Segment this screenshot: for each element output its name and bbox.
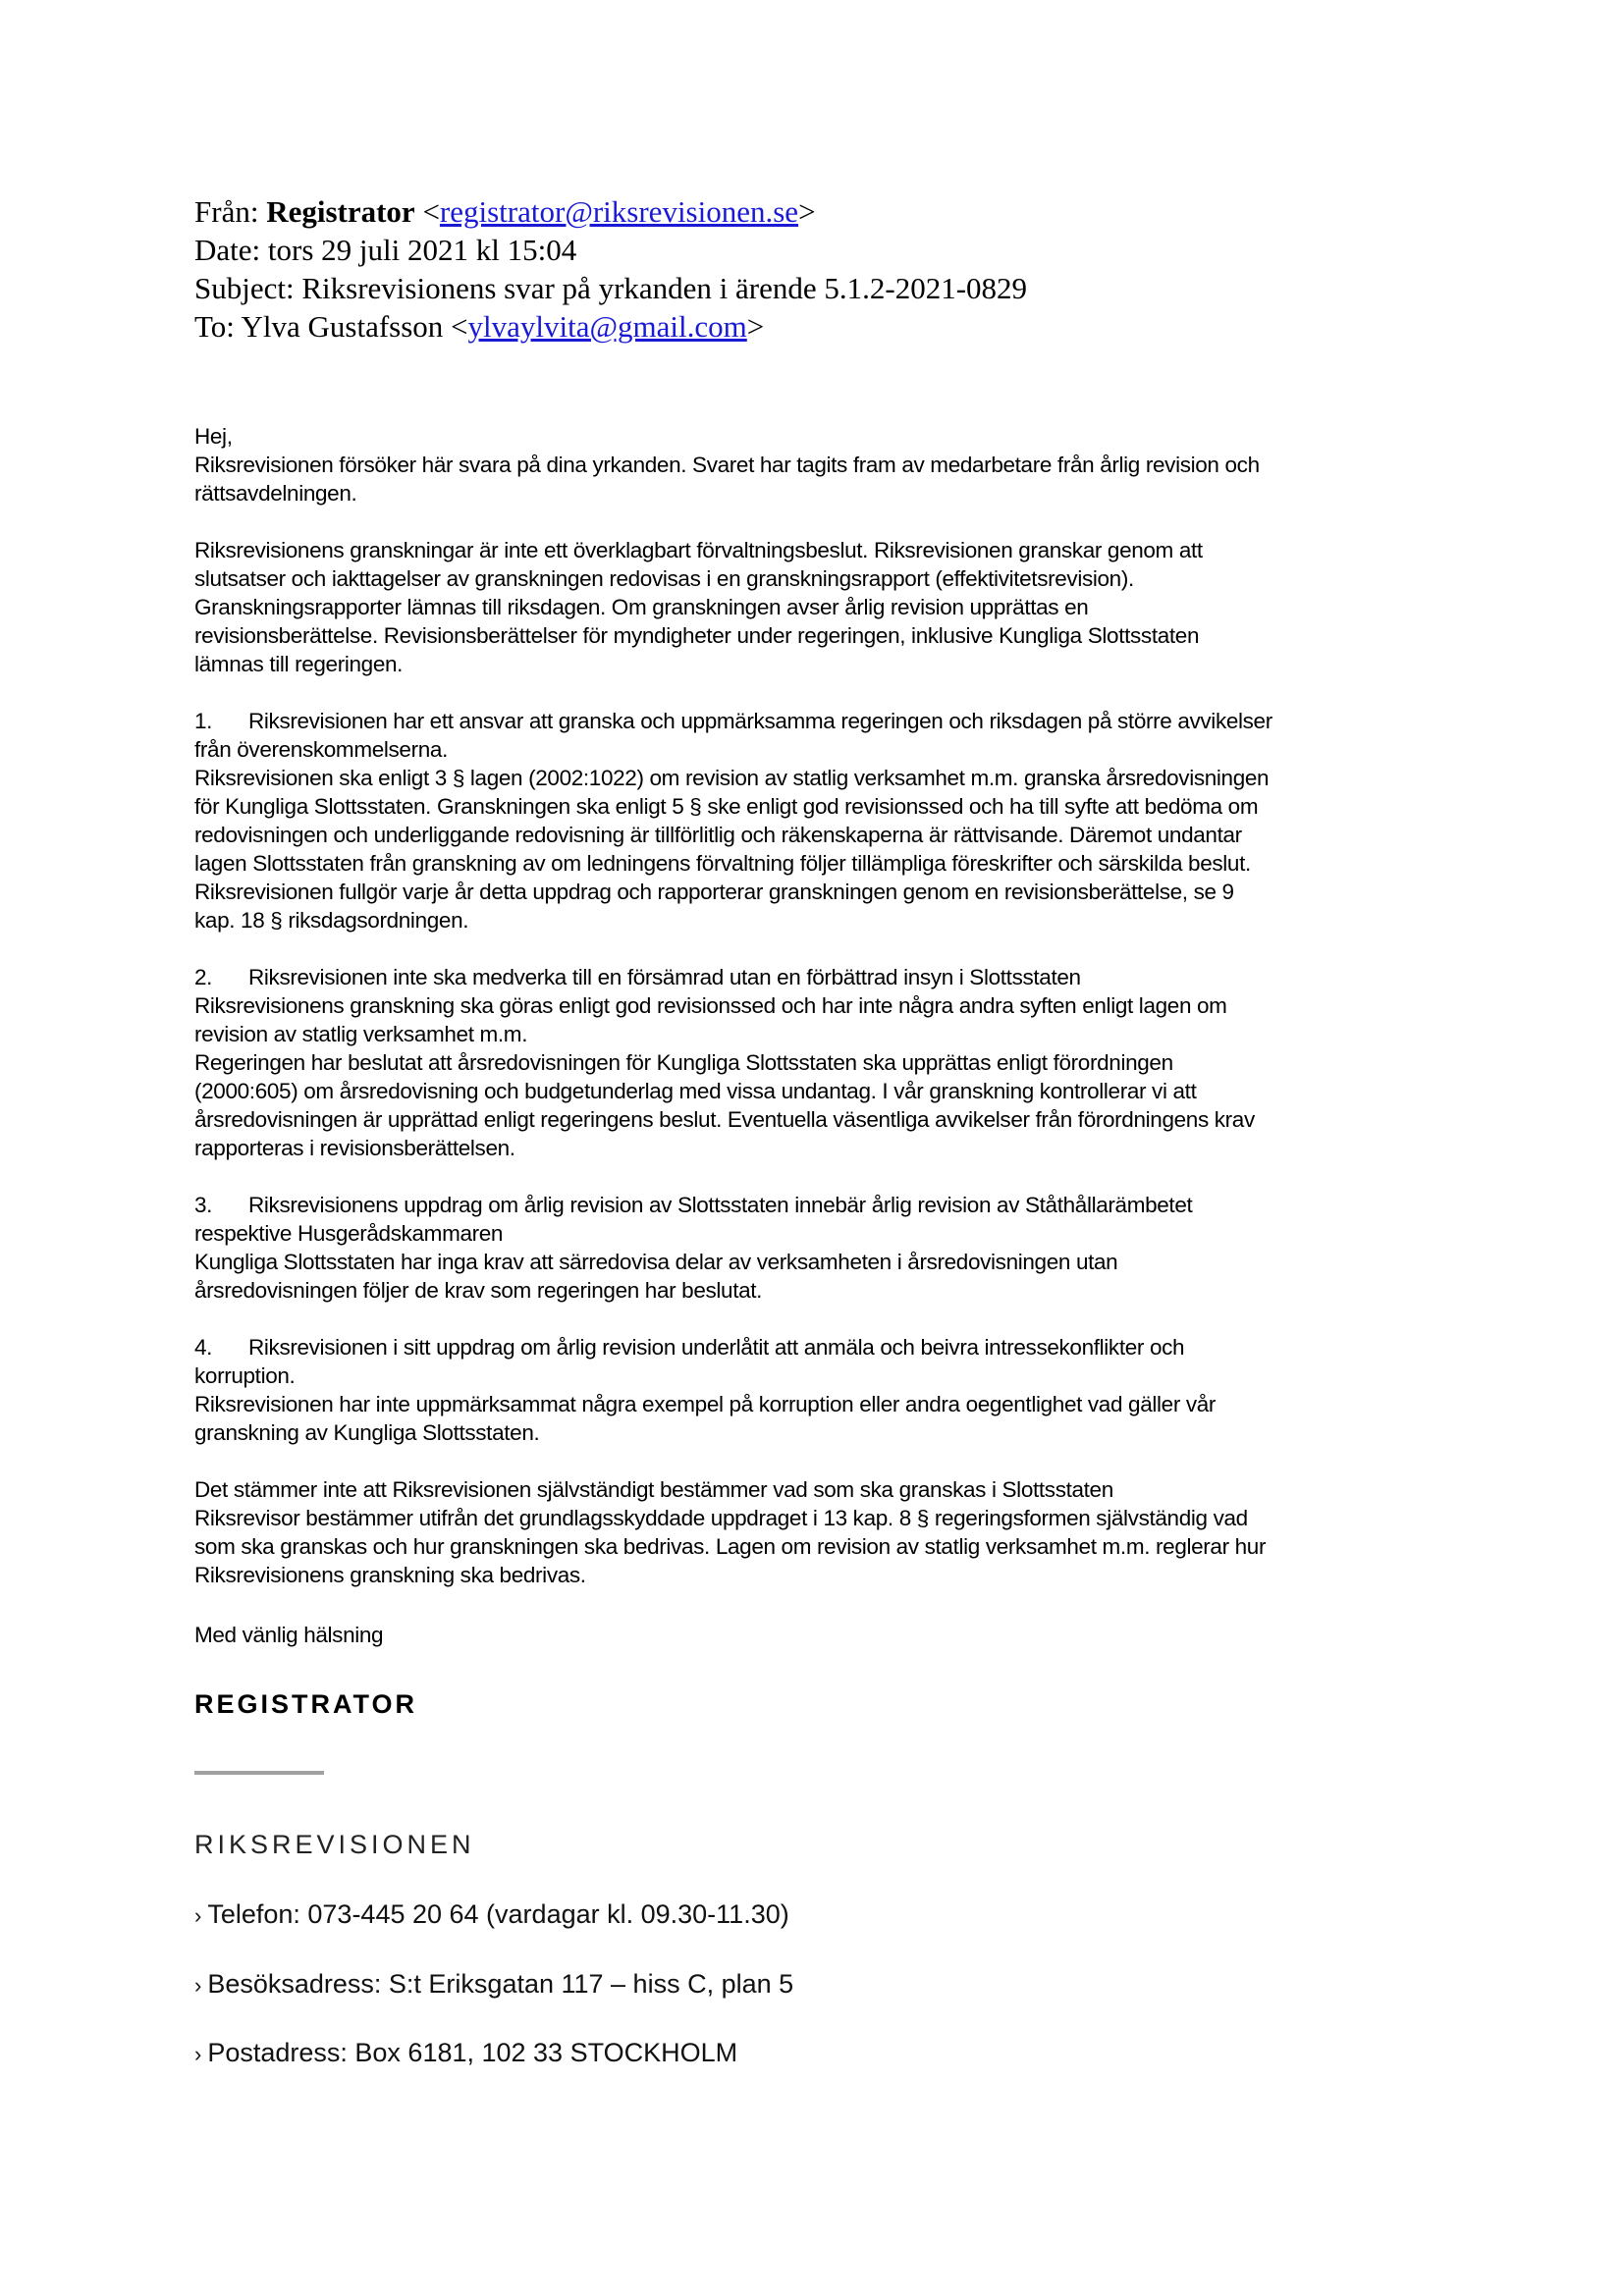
to-row: To: Ylva Gustafsson <ylvaylvita@gmail.com> [194, 309, 765, 344]
paragraph-line: Riksrevisionens granskningar är inte ett överklagbart förvaltningsbeslut. Riksrevisionen granskar genom att [194, 538, 1203, 562]
item-answer-line: årsredovisningen är upprättad enligt regeringens beslut. Eventuella väsentliga avvikelser från förordningens krav [194, 1107, 1255, 1132]
paragraph-line: slutsatser och iakttagelser av granskningen redovisas i en granskningsrapport (effektivitetsrevision). [194, 566, 1134, 591]
item-3 [194, 1191, 1471, 1305]
item-number: 1. [194, 709, 213, 733]
final-answer-line: som ska granskas och hur granskningen ska bedrivas. Lagen om revision av statlig verksamhet m.m. reglerar hur [194, 1534, 1267, 1559]
item-answer-line: (2000:605) om årsredovisning och budgetunderlag med vissa undantag. I vår granskning kontrollerar vi att [194, 1079, 1197, 1103]
to-email-link[interactable]: ylvaylvita@gmail.com [467, 309, 747, 344]
paragraph-line: Granskningsrapporter lämnas till riksdagen. Om granskningen avser årlig revision upprättas en [194, 595, 1089, 619]
item-heading-text: korruption. [194, 1363, 296, 1388]
contact-postal-address-text: Postadress: Box 6181, 102 33 STOCKHOLM [207, 2038, 738, 2067]
item-heading-text: Riksrevisionen har ett ansvar att granska och uppmärksamma regeringen och riksdagen på större avvikelser [248, 709, 1272, 733]
item-heading-text: Riksrevisionen i sitt uppdrag om årlig revision underlåtit att anmäla och beivra intressekonflikter och [248, 1335, 1185, 1360]
date-value: tors 29 juli 2021 kl 15:04 [267, 233, 577, 267]
closing-text: Med vänlig hälsning [194, 1623, 384, 1647]
item-number: 2. [194, 965, 213, 989]
from-label: Från: [194, 194, 259, 229]
date-label: Date: [194, 233, 261, 267]
item-heading [194, 707, 1471, 735]
signature-name: REGISTRATOR [194, 1689, 418, 1719]
item-heading-text: respektive Husgerådskammaren [194, 1221, 504, 1246]
contact-phone-text: Telefon: 073-445 20 64 (vardagar kl. 09.30-11.30) [207, 1899, 789, 1929]
item-heading-text: Riksrevisionen inte ska medverka till en försämrad utan en förbättrad insyn i Slottsstaten [248, 965, 1081, 989]
contact-postal-address [194, 2038, 737, 2068]
item-answer-line: kap. 18 § riksdagsordningen. [194, 908, 469, 933]
greeting: Hej, [194, 424, 233, 449]
chevron-right-icon: › [194, 1903, 202, 1928]
paragraph-review-nature [194, 536, 1471, 678]
intro-line: Riksrevisionen försöker här svara på dina yrkanden. Svaret har tagits fram av medarbetare från årlig revision och [194, 453, 1260, 477]
final-heading: Det stämmer inte att Riksrevisionen självständigt bestämmer vad som ska granskas i Slottsstaten [194, 1477, 1113, 1502]
item-answer-line: Regeringen har beslutat att årsredovisningen för Kungliga Slottsstaten ska upprättas enligt förordningen [194, 1050, 1173, 1075]
greeting-paragraph [194, 422, 1471, 507]
chevron-right-icon: › [194, 2042, 202, 2066]
email-header [194, 192, 1027, 346]
item-heading-text: från överenskommelserna. [194, 737, 448, 762]
final-answer-line: Riksrevisionens granskning ska bedrivas. [194, 1563, 586, 1587]
chevron-right-icon: › [194, 1973, 202, 1998]
item-answer-line: Kungliga Slottsstaten har inga krav att särredovisa delar av verksamheten i årsredovisningen utan [194, 1250, 1118, 1274]
item-heading-text: Riksrevisionens uppdrag om årlig revision av Slottsstaten innebär årlig revision av Ståthållarämbetet [248, 1193, 1193, 1217]
from-email-link[interactable]: registrator@riksrevisionen.se [439, 194, 799, 229]
from-name: Registrator [266, 194, 415, 229]
contact-visiting-address [194, 1969, 793, 2000]
contact-visiting-address-text: Besöksadress: S:t Eriksgatan 117 – hiss C, plan 5 [207, 1969, 794, 1999]
subject-row [194, 269, 1027, 307]
contact-phone [194, 1899, 789, 1930]
item-heading [194, 963, 1471, 991]
item-heading [194, 1191, 1471, 1219]
item-answer-line: för Kungliga Slottsstaten. Granskningen ska enligt 5 § ske enligt god revisionssed och ha till syfte att bedöma om [194, 794, 1259, 819]
date-row [194, 231, 1027, 269]
final-answer-line: Riksrevisor bestämmer utifrån det grundlagsskyddade uppdraget i 13 kap. 8 § regeringsformen självständig vad [194, 1506, 1248, 1530]
item-heading [194, 1333, 1471, 1362]
from-row: Från: Registrator <registrator@riksrevisionen.se> [194, 194, 816, 229]
item-answer-line: granskning av Kungliga Slottsstaten. [194, 1420, 540, 1445]
item-answer-line: Riksrevisionens granskning ska göras enligt god revisionssed och har inte några andra syften enligt lagen om [194, 993, 1227, 1018]
item-2 [194, 963, 1471, 1162]
item-4 [194, 1333, 1471, 1447]
item-answer-line: lagen Slottsstaten från granskning av om ledningens förvaltning följer tillämpliga föreskrifter och särskilda beslut. [194, 851, 1251, 876]
item-answer-line: revision av statlig verksamhet m.m. [194, 1022, 528, 1046]
item-number: 3. [194, 1193, 213, 1217]
item-answer-line: Riksrevisionen fullgör varje år detta uppdrag och rapporterar granskningen genom en revisionsberättelse, se 9 [194, 880, 1234, 904]
item-answer-line: Riksrevisionen har inte uppmärksammat några exempel på korruption eller andra oegentlighet vad gäller vår [194, 1392, 1217, 1416]
paragraph-line: revisionsberättelse. Revisionsberättelser för myndigheter under regeringen, inklusive Kungliga Slottsstaten [194, 623, 1200, 648]
to-name: Ylva Gustafsson [241, 309, 444, 344]
final-paragraph [194, 1475, 1471, 1589]
item-answer-line: rapporteras i revisionsberättelsen. [194, 1136, 515, 1160]
item-answer-line: Riksrevisionen ska enligt 3 § lagen (2002:1022) om revision av statlig verksamhet m.m. granska årsredovisningen [194, 766, 1270, 790]
item-number: 4. [194, 1335, 213, 1360]
item-answer-line: redovisningen och underliggande redovisning är tillförlitlig och räkenskaperna är rättvisande. Däremot undantar [194, 823, 1242, 847]
organization-name: RIKSREVISIONEN [194, 1830, 475, 1859]
to-label: To: [194, 309, 235, 344]
item-answer-line: årsredovisningen följer de krav som regeringen har beslutat. [194, 1278, 763, 1303]
subject-value: Riksrevisionens svar på yrkanden i ärende 5.1.2-2021-0829 [301, 271, 1028, 305]
item-1 [194, 707, 1471, 934]
intro-line: rättsavdelningen. [194, 481, 357, 506]
subject-label: Subject: [194, 271, 295, 305]
signature-divider [194, 1771, 324, 1775]
email-body [194, 422, 1471, 1618]
paragraph-line: lämnas till regeringen. [194, 652, 404, 676]
